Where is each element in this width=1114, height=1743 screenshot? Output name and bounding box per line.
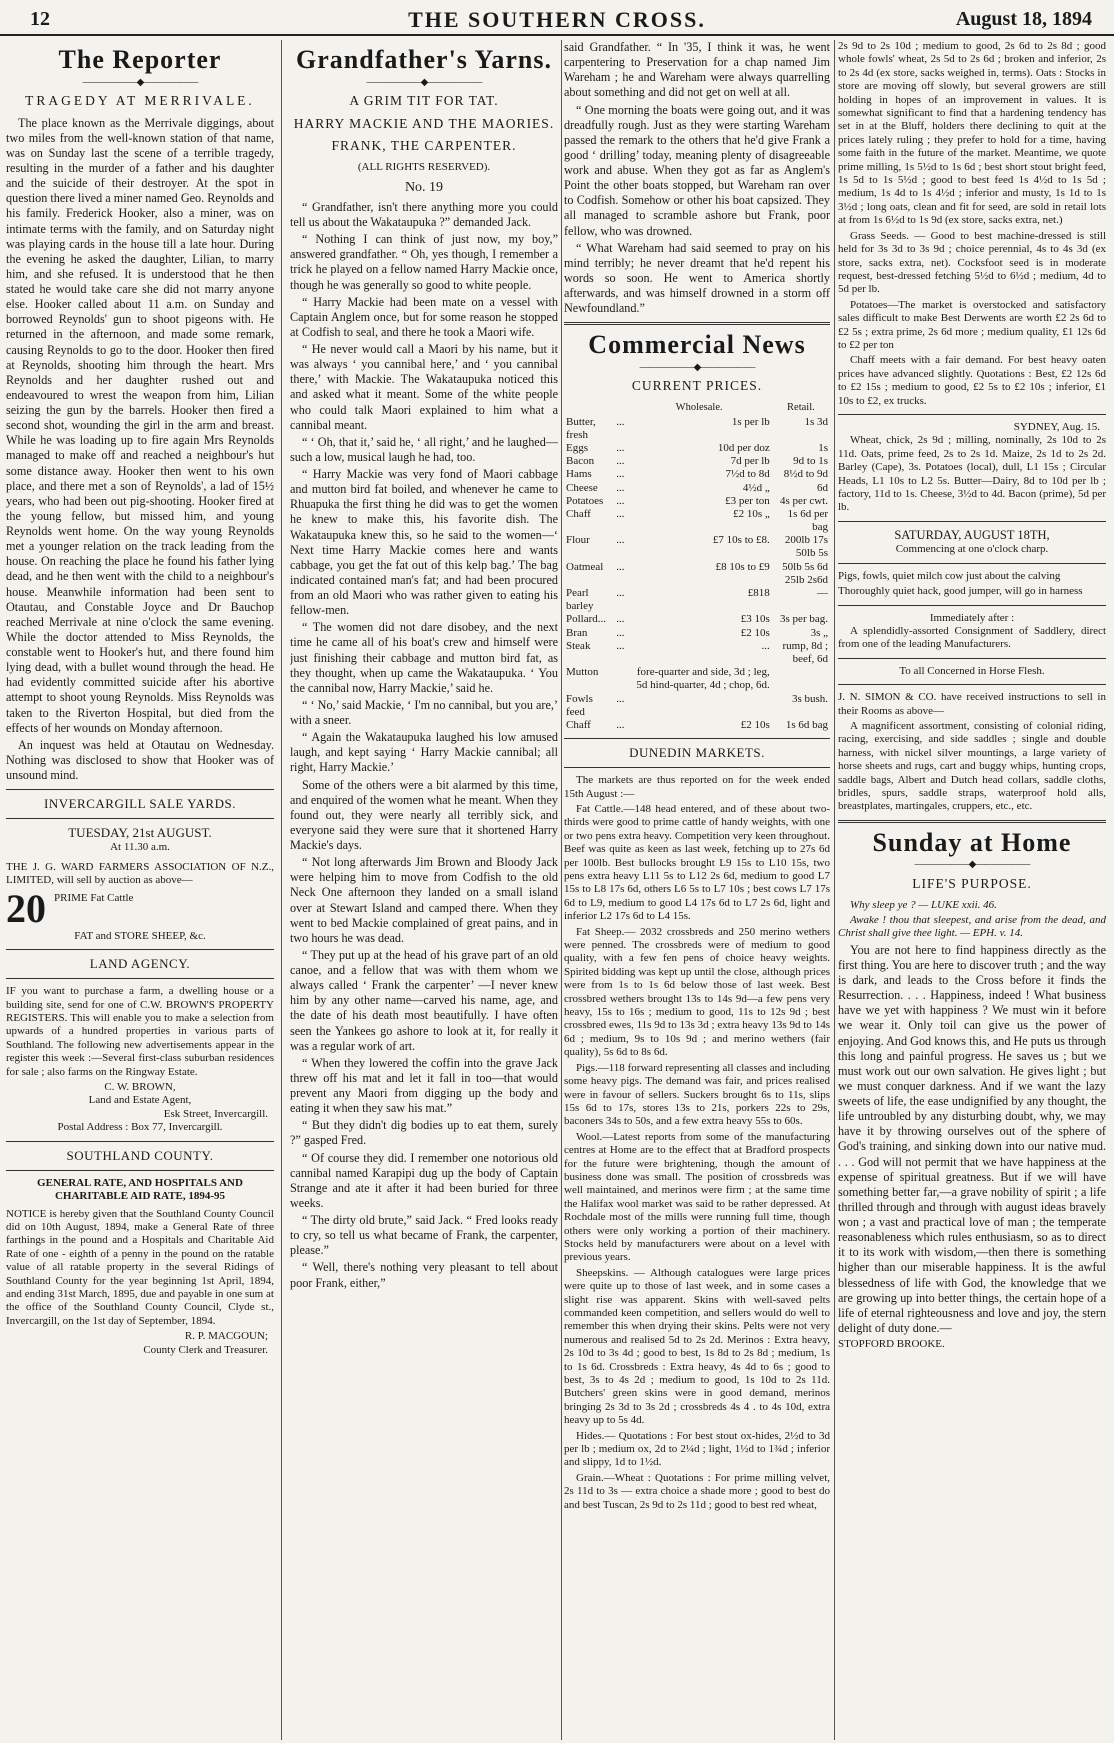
divider — [838, 521, 1106, 522]
sydney-dateline: SYDNEY, Aug. 15. — [1013, 420, 1100, 433]
price-item: Cheese — [566, 481, 598, 494]
prices-header-row — [564, 401, 830, 416]
price-retail: — — [817, 587, 828, 599]
lot-text: PRIME Fat Cattle — [54, 891, 134, 904]
price-dots: ... — [616, 468, 625, 481]
agent-street: Esk Street, Invercargill. — [163, 1107, 268, 1120]
price-retail: 4s per cwt. — [780, 494, 828, 507]
price-dots: ... — [616, 534, 625, 547]
price-dots: ... — [616, 692, 625, 705]
price-item: Chaff — [566, 507, 591, 520]
divider — [838, 820, 1106, 823]
newspaper-title: THE SOUTHERN CROSS. — [408, 7, 706, 32]
price-item: Oatmeal — [566, 560, 604, 573]
sale-yards-heading: INVERCARGILL SALE YARDS. — [44, 796, 236, 812]
divider — [838, 414, 1106, 415]
price-dots: ... — [616, 639, 625, 652]
sale-notice: THE J. G. WARD FARMERS ASSOCIATION OF N.Z., LIMITED, will sell by auction as above— — [6, 860, 274, 887]
price-wholesale: £818 — [747, 587, 770, 599]
story-paragraph: “ ‘ No,’ said Mackie, ‘ I'm no cannibal, but you are,’ with a sneer. — [290, 697, 558, 728]
price-item: Hams — [566, 468, 592, 481]
price-row — [564, 442, 830, 455]
price-item: Steak — [566, 639, 591, 652]
price-wholesale: fore-quarter and side, 3d ; leg, 5d hind-quarter, 4d ; chop, 6d. — [636, 666, 770, 692]
story-paragraph: “ Grandfather, isn't there anything more you could tell us about the Wakataupuka ?” demanded Jack. — [290, 199, 558, 230]
story-continued: said Grandfather. “ In '35, I think it was, he went carpentering to Preservation for a chap named Jim Wareham ; he and Wareham were always quarrelling about something and did not get on well at all. — [564, 40, 830, 100]
story-paragraph: “ Again the Wakataupuka laughed his low amused laugh, and kept saying ‘ Harry Mackie cannibal; all right, Harry Mackie.’ — [290, 730, 558, 775]
price-row — [564, 561, 830, 587]
clerk-title: County Clerk and Treasurer. — [143, 1343, 268, 1356]
reporter-subhead: TRAGEDY AT MERRIVALE. — [25, 92, 255, 108]
yarns-sub1: A GRIM TIT FOR TAT. — [349, 92, 499, 108]
price-dots — [614, 666, 626, 692]
price-retail: 1s 6d per bag — [787, 507, 828, 534]
agent-postal: Postal Address : Box 77, Invercargill. — [57, 1121, 223, 1134]
column-rule — [834, 40, 835, 1740]
market-paragraph: Fat Cattle.—148 head entered, and of these about two-thirds were good to prime cattle of handy weights, with one or two pens extra heavy. Competition very keen throughout. Beef was quite as keen as last week, fetching up to 27s 6d per 100lb. Best bullocks brought L9 15s to L10 15s, two pens extra heavy L11 5s to L12 2s 6d, medium to good L7 15s to L8 17s 6d, others L6 5s to L7 10s ; best cows L7 17s 6d to L9, medium to good L4 17s 6d to L7 2s 6d, light and inferior L2 17s 6d to L4 15s. — [564, 802, 830, 923]
price-dots: ... — [616, 718, 625, 731]
divider — [6, 949, 274, 950]
story-paragraph: “ Well, there's nothing very pleasant to tell about poor Frank, either,” — [290, 1260, 558, 1290]
ornament-divider: ——————◆—————— — [366, 76, 482, 88]
ornament-divider: ——————◆—————— — [82, 76, 198, 88]
divider — [838, 684, 1106, 685]
price-wholesale: £7 10s to £8. — [712, 534, 770, 547]
issue-date: August 18, 1894 — [955, 8, 1092, 30]
story-paragraph: “ They put up at the head of his grave part of an old canoe, and a fellow that was with them whom we always called ‘ Frank the carpenter’ —I never knew him by any other name—carved his name, age, and the date of his death most beautifully. I have often seen the Yankees go ashore to look at it, for really it was a regular work of art. — [290, 947, 558, 1053]
story-paragraph: “ But they didn't dig bodies up to eat them, surely ?” gasped Fred. — [290, 1118, 558, 1148]
ornament-divider: ——————◆—————— — [914, 859, 1030, 871]
reporter-heading: The Reporter — [58, 45, 222, 74]
auction-line: Pigs, fowls, quiet milch cow just about the calving — [838, 569, 1061, 582]
price-item: Mutton — [566, 666, 599, 679]
story-paragraph: “ When they lowered the coffin into the grave Jack threw off his mat and let it fall in too—that would prevent any Maori from digging up the body and eating it when they saw his mat.” — [290, 1055, 558, 1116]
price-dots: ... — [616, 415, 625, 428]
auction-heading: SATURDAY, AUGUST 18TH, — [894, 527, 1050, 542]
price-row — [564, 640, 830, 666]
column-2 — [290, 40, 558, 1740]
price-row — [564, 627, 830, 640]
price-retail: 8½d to 9d — [783, 468, 828, 481]
sale-time: At 11.30 a.m. — [110, 841, 170, 854]
sydney-report: Wheat, chick, 2s 9d ; milling, nominally, 2s 10d to 2s 11d. Oats, prime feed, 2s to 2s 1d. Maize, 2s 1d to 2s 2d. Barley (Cape), 3s. Potatoes (local), dull, L1 15s ; Circular Heads, L1 10s to L2 5s. Butter—Dairy, 8d to 10d per lb ; factory, 11d to 1s. Cheese, 3½d to 4d. Bacon (prime), 5d per lb. — [838, 434, 1106, 514]
simon-items: A magnificent assortment, consisting of colonial riding, racing, exercising, and side saddles ; single and double harness, with nickel silver mountings, a large variety of horse sheets and rugs, cart and buggy whips, hunting crops, saddle bags, Albert and Dutch head collars, saddle cloths, bridles, spurs, saddle straps, waterproof hold alls, breastplates, martingales, cruppers, etc., etc. — [838, 719, 1106, 813]
price-item: Flour — [566, 534, 590, 547]
price-row — [564, 534, 830, 560]
market-paragraph: Fat Sheep.— 2032 crossbreds and 250 merino wethers were penned. The crossbreds were of medium to good quality, with a few fen pens of choice heavy weights. Spirited bidding was kept up until the close, although prices were from 1s to 1s 6d below those of last week. Best crossbred wethers brought 13s to 14s 9d—a few pens very heavy, 15s to 16s ; medium to good, 11s to 12s 9d ; best crossbred ewes, 11s 9d to 13s 3d ; extra heavy 13s 9d to 14s 6d ; medium, 9s to 10s 9d ; and merino wethers (fair quality), 5s 6d to 8s 6d. — [564, 925, 830, 1059]
prices-table — [564, 401, 830, 732]
verse-2: Awake ! thou that sleepest, and arise from the dead, and Christ shall give thee light. — EPH. v. 14. — [838, 913, 1106, 940]
price-wholesale: £3 10s — [740, 613, 770, 626]
divider — [838, 605, 1106, 606]
price-retail: 1s 6d bag — [785, 718, 828, 731]
price-wholesale: 4½d „ — [742, 481, 770, 494]
dunedin-report — [564, 774, 830, 1512]
southland-heading: SOUTHLAND COUNTY. — [66, 1147, 214, 1163]
price-retail: 9d to 1s — [793, 455, 828, 468]
story-paragraph: Some of the others were a bit alarmed by this time, and enquired of the women what he meant. When they found out, they were nearly all terribly sick, and everyone said they were sure that it shortened Harry Mackie's days. — [290, 777, 558, 853]
price-item: Butter, fresh — [566, 415, 596, 441]
divider — [6, 978, 274, 979]
price-retail: 3s per bag. — [780, 613, 828, 626]
column-rule — [561, 40, 562, 1740]
price-row — [564, 482, 830, 495]
price-retail: 200lb 17s 50lb 5s — [784, 534, 828, 560]
price-wholesale: £2 10s — [740, 718, 770, 731]
agent-name: C. W. BROWN, — [104, 1081, 176, 1094]
price-retail: 6d — [817, 481, 828, 494]
story-paragraph: “ Nothing I can think of just now, my boy,” answered grandfather. “ Oh, yes though, I remember a trick he played on a fellow named Harry Mackie once, though he was generally so good to white people. — [290, 232, 558, 292]
land-agency-text: IF you want to purchase a farm, a dwelling house or a building site, send for one of C.W. BROWN'S PROPERTY REGISTERS. This will enable you to make a selection from upwards of a hundred properties in various parts of Southland. The following new advertisements appear in the register this week :—Several first-class suburban residences for sale ; also farms on the Ringway Estate. — [6, 985, 274, 1078]
agent-title: Land and Estate Agent, — [88, 1094, 192, 1107]
lot-number: 20 — [6, 889, 46, 928]
price-row — [564, 416, 830, 442]
price-wholesale: 7d per lb — [730, 455, 770, 468]
price-dots: ... — [616, 441, 625, 454]
price-wholesale: 1s per lb — [731, 415, 770, 428]
price-wholesale: ... — [761, 639, 770, 652]
market-paragraph: Chaff meets with a fair demand. For best heavy oaten prices have advanced slightly. Quotations : Best, £2 12s 6d to £2 15s ; medium to good, £2 5s to £2 10s ; inferior, £1 10s to £2, ex trucks. — [838, 354, 1106, 407]
verse-1: Why sleep ye ? — LUKE xxii. 46. — [850, 898, 997, 911]
price-row — [564, 693, 830, 719]
price-row — [564, 468, 830, 481]
price-item: Potatoes — [566, 494, 604, 507]
prices-heading: CURRENT PRICES. — [631, 378, 763, 394]
sale-date: TUESDAY, 21st AUGUST. — [68, 825, 212, 841]
price-wholesale: 10d per doz — [717, 441, 770, 454]
price-wholesale: £8 10s to £9 — [715, 560, 770, 573]
market-continued: 2s 9d to 2s 10d ; medium to good, 2s 6d to 2s 8d ; good whole fowls' wheat, 2s 5d to 2s 6d ; broken and inferior, 2s to 2s 4d (ex store, sacks weighed in, terms). Oats : Stocks in store are moving off slowly, but several growers are still holding in hopes of an improvement in values. It is somewhat significant to find that a hardening tendency has set in at the Bluff, holders there declining to quit at the prices lately ruling ; they prefer to hold for a time, having some faith in the future of the market. Meantime, we quote prime milling, 1s 5½d to 1s 6d ; best short stout bright feed, 1s 5d to 1s 5½d ; good to best feed 1s 4½d to 1s 5d ; medium, 1s 4d to 1s 4½d ; inferior and musty, 1s 1d to 1s 3½d ; long oats, clean and fit for seed, are sold in retail lots at from 1s 6½d to 1s 9d (ex store, sacks extra, net.) — [838, 40, 1106, 227]
yarns-rights: (ALL RIGHTS RESERVED). — [357, 161, 491, 174]
price-item: Fowls feed — [566, 692, 593, 718]
story-continued: “ What Wareham had said seemed to pray on his mind terribly; he never dreamt that he'd repent his words so soon. He went to America shortly afterwards, and was himself drowned in a storm off Newfoundland.” — [564, 240, 830, 316]
yarns-number: No. 19 — [404, 179, 444, 195]
price-dots: ... — [616, 481, 625, 494]
price-item: Eggs — [566, 441, 588, 454]
sunday-subhead: LIFE'S PURPOSE. — [912, 875, 1032, 891]
price-wholesale — [627, 693, 772, 719]
price-retail: 3s „ — [810, 626, 828, 639]
auction-sub: Commencing at one o'clock charp. — [895, 543, 1049, 556]
story-paragraph: “ Harry Mackie was very fond of Maori cabbage and mutton bird fat boiled, and whenever he came to Rhuapuka the first thing he did was to get the women he knew to make this, his favorite dish. The Wakataupuka knew this, so he said to the women—‘ Next time Harry Mackie comes here and wants cabbage, you get the fat out of this kelp bag.’ The bag indicated contained man's fat; and had been procured from an old Maori who was rather given to eating his fellow-men. — [290, 467, 558, 618]
divider — [6, 1141, 274, 1142]
yarns-sub2: HARRY MACKIE AND THE MAORIES. — [293, 115, 555, 131]
dunedin-heading: DUNEDIN MARKETS. — [629, 745, 765, 761]
commercial-heading: Commercial News — [588, 330, 806, 360]
price-retail: 3s bush. — [791, 692, 828, 705]
consignment-text: A splendidly-assorted Consignment of Saddlery, direct from one of the leading Manufacturers. — [838, 624, 1106, 651]
price-dots: ... — [616, 494, 625, 507]
price-dots: ... — [616, 587, 625, 599]
price-item: Chaff — [566, 718, 591, 731]
story-paragraph: “ He never would call a Maori by his name, but it was always ‘ you cannibal here,’ and ‘ you cannibal there,’ with Mackie. The Wakataupuka noticed this and asked what it meant. Some of the white people who could talk Maori explained to him what a cannibal meant. — [290, 342, 558, 432]
divider — [564, 767, 830, 768]
price-item: Pearl barley — [566, 587, 594, 613]
story-paragraph: “ Harry Mackie had been mate on a vessel with Captain Anglem once, but for some reason he stopped at Codfish to seal, and there he took a Maori wife. — [290, 294, 558, 339]
market-paragraph: Sheepskins. — Although catalogues were large prices were quite up to those of last week, and in some cases a slight rise was apparent. Skins with well-saved pelts commanded keen competition, and sellers would do well to remember this when drying their skins. Pelts were not very numerous and realised 5d to 2s 2d. Merinos : Extra heavy, 2s 10d to 3s 4d ; good to best, 1s 8d to 2s 8d ; medium, 1s to 1s 6d. Crossbreds : Extra heavy, 4s 4d to 6s ; good to best, 3s to 4s 2d ; medium to good, 1s 10d to 2s 11d. Butchers' green skins were in good demand, merinos bringing 2s 3d to 3s 2d ; crossbreds 4s 4 . to 4s 10d, extra heavy up to 5s 4d. — [564, 1266, 830, 1427]
immediately-after: Immediately after : — [929, 611, 1015, 624]
price-wholesale: £3 per ton — [725, 494, 770, 507]
column-4 — [838, 40, 1106, 1740]
column-1 — [6, 40, 274, 1740]
divider — [6, 789, 274, 790]
price-retail — [772, 666, 830, 692]
market-paragraph: Potatoes—The market is overstocked and satisfactory sales difficult to make Best Derwents are worth £2 2s 6d to £2 5s ; extra prime, 2s 6d more ; medium quality, £1 12s 6d to £2 per ton — [838, 298, 1106, 351]
horse-flesh: To all Concerned in Horse Flesh. — [899, 664, 1045, 677]
market-paragraph: Hides.— Quotations : For best stout ox-hides, 2½d to 3d per lb ; medium ox, 2d to 2¼d ; light, 1½d to 1¾d ; inferior and slippy, 1d to 1½d. — [564, 1429, 830, 1469]
article-paragraph: The place known as the Merrivale diggings, about two miles from the well-known station of that name, was on Sunday last the scene of a terrible tragedy, resulting in the murder of a father and his daughter and the suicide of their destroyer. At the spot in question there lived a miner named Geo. Reynolds and his family. Frederick Hooker, also a miner, was on intimate terms with the family, and on Saturday night was playing cards in the house till a late hour. During the evening he asked the daughter, Lilian, to marry him, and she refused. It is understood that he then stated he would take care she did not marry anyone else. Hooker called about 11 a.m. on Sunday and borrowed Reynolds' gun to shoot pigeons with. He returned in the afternoon, and made some remark, causing Reynolds to go to the door. Hooker then fired at Reynolds, shooting him through the heart. Mrs Reynolds and her daughter rushed out and endeavoured to wrest the weapon from him, Lilian seizing the gun by the barrels. Hooker then fired a second shot, wounding the girl in the arm and breast. While he was loading up to fire again Mrs Reynolds managed to make off and reached a neighbour's hut some distance away. Hooker then went to his own place, and there met a son of Reynolds', a lad of 15½ years, who had been out pig-shooting. Hooker fired at the young fellow, but missed him, and young Reynolds went home. On the way young Reynolds met a younger relation on the track leading from the house. On reaching the place he found his father lying dead, and he then went with the child to a neighbour's house. Meanwhile information had been sent to Otautau, and Constable Joyce and Dr Bauchop reached Merrivale at nine o'clock the same evening. While the doctor attended to Miss Reynolds, the constable went to Hooker's hut, and there found him lying dead, with a bullet wound through the head. He had evidently committed suicide after his abortive attempt to shoot young Reynolds. Miss Reynolds was taken to the Riverton Hospital, but died from the effects of her wounds on Monday afternoon. — [6, 115, 274, 735]
sunday-text: You are not here to find happiness directly as the first thing. You are here to discover truth ; and the way is dark, and leads to the Cross before it finds the Resurrection. . . . Happiness, indeed ! What business have we yet with happiness ? We must win it before we wear it. Only toil can give us the power of enjoying. And God knows this, and He puts us through this long and painful progress. He saves us ; but we must work out our own salvation. He gives light ; but we must conquer darkness. And if we want the lazy sweets of life, the ease undignified by any thought, the life untroubled by any disturbing doubt, why, we may have it by throwing ourselves out of the sphere of God's training, and sinking down into our native mud. . . . God will not permit that we have happiness at the expense of spiritual greatness. But if we will have something better far,—a grave nobility of spirit ; a life thrilled through and through with august ideas bravely won ; a vast and practical love of man ; the temperate reasonableness which rules enthusiasm, so as to direct it to its work with wisdom,—then there is something higher than our miserable happiness. It is the awful blessedness of life with God, the knowledge that we are growing up into better things, the certain hope of a life of eternal righteousness and love and joy, the stern delight of duty done.— — [838, 942, 1106, 1335]
wholesale-header: Wholesale. — [675, 401, 723, 413]
story-continued: “ One morning the boats were going out, and it was dreadfully rough. Just as they were starting Wareham passed the remark to the others that he'd give Frank a good ‘ drilling’ today, meaning plenty of disagreeable work and abuse. When they got as far as Anglem's Point the other boats stopped, but Wareham ran over to Codfish. Somehow or other his boat capsized. They all managed to scramble ashore but Frank, poor fellow, who was drowned. — [564, 102, 830, 238]
price-retail: 50lb 5s 6d 25lb 2s6d — [782, 560, 828, 586]
divider — [838, 658, 1106, 659]
market-paragraph: Pigs.—118 forward representing all classes and including some heavy pigs. The demand was fair, and prices realised were in favour of sellers. Suckers brought 6s to 11s, slips 15s 6d to 17s, stores 13s to 21s, porkers 22s to 29s, baconers 34s to 50s, and a few extra heavy 55s to 60s. — [564, 1061, 830, 1128]
price-row — [564, 719, 830, 732]
story-paragraph: “ The dirty old brute,” said Jack. “ Fred looks ready to cry, so tell us what became of Frank, the carpenter, please.” — [290, 1213, 558, 1258]
market-paragraph: Grass Seeds. — Good to best machine-dressed is still held for 3s 3d to 3s 9d ; choice perennial, 4s to 4s 3d (ex store, sacks extra, net). Cocksfoot seed is in moderate request, best-dressed fetching 5½d to 6½d ; medium, 4d to 5d per lb. — [838, 229, 1106, 296]
clerk-name: R. P. MACGOUN; — [184, 1330, 268, 1343]
yarns-heading: Grandfather's Yarns. — [296, 45, 552, 74]
price-dots: ... — [616, 560, 625, 573]
yarns-sub3: FRANK, THE CARPENTER. — [331, 138, 517, 154]
simon-notice: J. N. SIMON & CO. have received instructions to sell in their Rooms as above— — [838, 691, 1106, 717]
market-paragraph: Grain.—Wheat : Quotations : For prime milling velvet, 2s 11d to 3s — extra choice a shade more ; good to best do and best Tuscan, 2s 9d to 2s 11d ; good to best red wheat, — [564, 1471, 830, 1511]
price-retail: rump, 8d ; beef, 6d — [782, 639, 828, 665]
column-rule — [281, 40, 282, 1740]
divider — [564, 322, 830, 325]
price-retail: 1s — [818, 441, 828, 454]
divider — [564, 738, 830, 739]
price-row — [564, 455, 830, 468]
price-item: Bran — [566, 626, 588, 639]
lot-secondary: FAT and STORE SHEEP, &c. — [74, 929, 206, 942]
southland-subhead: GENERAL RATE, AND HOSPITALS AND CHARITABLE AID RATE, 1894-95 — [37, 1176, 243, 1203]
price-wholesale: 7½d to 8d — [725, 468, 770, 481]
price-row — [564, 495, 830, 508]
masthead — [0, 0, 1114, 36]
auction-line: Thoroughly quiet hack, good jumper, will go in harness — [838, 585, 1083, 598]
price-dots: ... — [616, 507, 625, 520]
article-paragraph: An inquest was held at Otautau on Wednesday. Nothing was disclosed to show that Hooker was of unsound mind. — [6, 737, 274, 783]
price-wholesale: £2 10s „ — [733, 507, 770, 520]
page-number: 12 — [30, 8, 50, 30]
market-paragraph: Wool.—Latest reports from some of the manufacturing centres at Home are to the effect that at Bradford prospects for the future were brightening, though the amount of business done was small. The position of crossbreds was well maintained, and merinos were firm ; at the same time the Halifax wool market was said to be rather depressed. At Rochdale most of the mills were running full time, though others were only working a portion of their machinery. Stocks held by manufacturers were about on a level with previous years. — [564, 1130, 830, 1264]
southland-text: NOTICE is hereby given that the Southland County Council did on 10th August, 1894, make a General Rate of three farthings in the pound and a Hospitals and Charitable Aid Rate of one - eighth of a penny in the pound on the ratable value of all ratable property in the several Ridings of Southland County for the year beginning 1st April, 1894, and ending 31st March, 1895, due and payable in one sum at the office of the Southland County Council, Clyde st., Invercargill, on the 1st day of September, 1894. — [6, 1207, 274, 1327]
sunday-author: STOPFORD BROOKE. — [838, 1338, 945, 1350]
retail-header: Retail. — [787, 401, 815, 413]
price-wholesale: £2 10s — [740, 626, 770, 639]
land-agency-heading: LAND AGENCY. — [89, 956, 191, 972]
divider — [6, 1170, 274, 1171]
story-paragraph: “ Not long afterwards Jim Brown and Bloody Jack were helping him to move from Codfish to the old Neck One afternoon they landed on a small island over at Stewart Island and camped there. When they went to bed Mackie complained of great pains, and in two hours he was dead. — [290, 855, 558, 945]
sunday-heading: Sunday at Home — [872, 827, 1072, 857]
ornament-divider: ——————◆—————— — [639, 361, 755, 373]
story-paragraph: “ ‘ Oh, that it,’ said he, ‘ all right,’ and he laughed—such a low, musical laugh he had, too. — [290, 434, 558, 464]
price-dots: ... — [616, 613, 625, 626]
price-item: Bacon — [566, 455, 595, 468]
column-3 — [564, 40, 830, 1740]
price-dots: ... — [616, 626, 625, 639]
price-row — [564, 666, 830, 692]
divider — [838, 563, 1106, 564]
story-paragraph: “ Of course they did. I remember one notorious old cannibal named Karapipi dug up the body of Captain Strange and ate it after it had been buried for three weeks. — [290, 1150, 558, 1210]
price-row — [564, 587, 830, 613]
price-row — [564, 508, 830, 534]
sale-lot — [6, 890, 274, 928]
price-dots: ... — [616, 455, 625, 468]
price-retail: 1s 3d — [804, 415, 828, 428]
story-paragraph: “ The women did not dare disobey, and the next time he came all of his boat's crew and himself were just finishing their cabbage and mutton bird fat, as they thought, when up came the Wakataupuka. ‘ You the cannibal now, Harry Mackie,’ said he. — [290, 620, 558, 695]
market-paragraph: The markets are thus reported on for the week ended 15th August :— — [564, 774, 830, 800]
divider — [6, 818, 274, 819]
price-row — [564, 613, 830, 626]
price-item: Pollard... — [566, 613, 607, 626]
